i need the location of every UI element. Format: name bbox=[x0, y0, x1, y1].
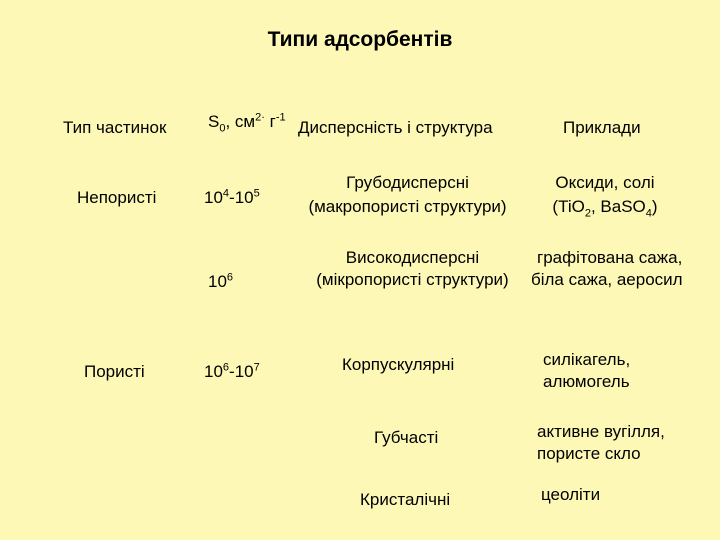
row1-s0-exp1: 4 bbox=[222, 187, 230, 200]
page-title: Типи адсорбентів bbox=[267, 28, 453, 51]
row2-structure-line1: Високодисперсні bbox=[345, 248, 480, 267]
s0-unit-exp1: 2· bbox=[255, 111, 265, 124]
row3-s0-exp1: 6 bbox=[222, 361, 230, 374]
row1-examples-line1: Оксиди, солі bbox=[555, 173, 655, 192]
row2-s0-base: 10 bbox=[208, 272, 227, 291]
header-particle-type: Тип частинок bbox=[63, 118, 167, 137]
row1-s0-exp2: 5 bbox=[253, 187, 260, 200]
row1-s0-dash: -10 bbox=[229, 188, 254, 207]
row3-s0-exp2: 7 bbox=[253, 361, 260, 374]
s0-symbol: S bbox=[208, 112, 220, 131]
row2-structure-line2: (мікропористі структури) bbox=[316, 270, 509, 289]
s0-subscript: 0 bbox=[219, 122, 226, 135]
row1-ex-sub1: 2 bbox=[584, 207, 591, 220]
s0-unit-exp2: -1 bbox=[275, 111, 286, 124]
row1-ex-a: (TiO bbox=[552, 197, 585, 216]
s0-unit-g: г bbox=[264, 112, 276, 131]
row1-ex-b: , BaSO bbox=[590, 197, 646, 216]
row1-ex-sub2: 4 bbox=[645, 207, 652, 220]
row2-examples-line2: біла сажа, аеросил bbox=[531, 270, 683, 289]
row3-examples-line1: силікагель, bbox=[543, 350, 631, 369]
row1-type: Непористі bbox=[77, 188, 157, 207]
row1-structure-line1: Грубодисперсні bbox=[346, 173, 469, 192]
row2-s0 bbox=[208, 272, 233, 292]
row4-examples-line2: пористе скло bbox=[537, 444, 641, 463]
row3-examples-line2: алюмогель bbox=[543, 372, 630, 391]
row3-s0 bbox=[204, 362, 260, 382]
header-examples: Приклади bbox=[563, 118, 641, 137]
row4-structure: Губчасті bbox=[374, 428, 439, 447]
row5-structure: Кристалічні bbox=[360, 490, 451, 509]
row1-structure-line2: (макропористі структури) bbox=[308, 197, 507, 216]
row1-s0 bbox=[204, 188, 260, 208]
row2-s0-exp1: 6 bbox=[226, 271, 234, 284]
s0-unit-cm: , см bbox=[225, 112, 256, 131]
header-dispersity: Дисперсність і структура bbox=[298, 118, 493, 137]
row4-examples-line1: активне вугілля, bbox=[537, 422, 665, 441]
row5-examples-line1: цеоліти bbox=[541, 485, 601, 504]
row3-s0-dash: -10 bbox=[229, 362, 254, 381]
header-s0 bbox=[208, 111, 286, 135]
row1-ex-c: ) bbox=[651, 197, 658, 216]
row3-s0-base: 10 bbox=[204, 362, 223, 381]
row1-examples-line2 bbox=[530, 197, 680, 220]
row3-structure: Корпускулярні bbox=[342, 355, 455, 374]
row3-type: Пористі bbox=[84, 362, 145, 381]
row1-s0-base: 10 bbox=[204, 188, 223, 207]
row2-examples-line1: графітована сажа, bbox=[537, 248, 683, 267]
